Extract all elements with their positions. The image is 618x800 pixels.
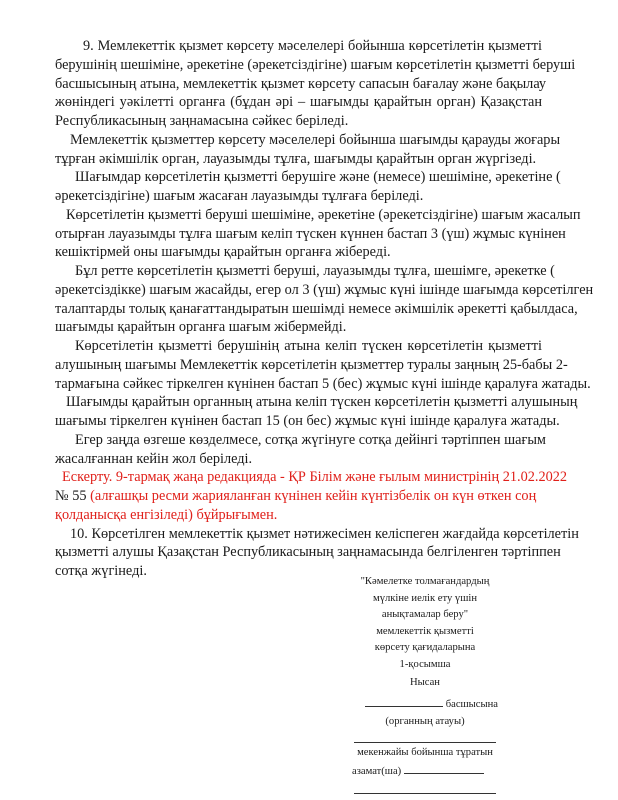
text-line: Егер заңда өзгеше көзделмесе, сотқа жүгінуге сотқа дейінгі тәртіппен шағым bbox=[75, 431, 546, 448]
document-body bbox=[55, 37, 594, 581]
text-line: берушінің шешіміне, әрекетіне (әрекетсіздігіне) шағым көрсетілетін қызметті беруші bbox=[55, 56, 576, 73]
text-line: басшысының атына, мемлекеттік қызмет көрсету сапасын бағалау және бақылау bbox=[55, 75, 547, 92]
head-line bbox=[352, 695, 498, 714]
paragraph bbox=[55, 168, 561, 206]
note-line: (алғашқы ресми жарияланған күнінен кейін күнтізбелік он күн өткен соң bbox=[90, 488, 537, 504]
text-line: жөніндегі уәкілетті органға (бұдан әрі – шағымды қарайтын орган) Қазақстан bbox=[55, 94, 542, 111]
text-line: алушының шағымы Мемлекеттік көрсетілетін қызметтер туралы заңның 25-бабы 2- bbox=[55, 356, 568, 373]
appendix-line: мемлекеттік қызметті bbox=[376, 625, 474, 637]
address-label: мекенжайы бойынша тұратын bbox=[357, 747, 493, 759]
text-line: әрекетсіздікке) шағым жасайды, егер ол 3 (үш) жұмыс күні ішінде шағымда көрсетілген bbox=[55, 281, 594, 298]
paragraph bbox=[55, 262, 594, 337]
text-line: Көрсетілетін қызметті беруші шешіміне, әрекетіне (әрекетсіздігіне) шағым жасалып bbox=[66, 206, 581, 223]
citizen-label: азамат(ша) bbox=[352, 765, 402, 777]
paragraph bbox=[55, 37, 576, 131]
head-suffix: басшысына bbox=[445, 699, 498, 711]
note-line: қолданысқа енгізіледі) бұйрығымен. bbox=[55, 506, 278, 523]
paragraph bbox=[55, 131, 561, 169]
text-line: тұрған әкімшілік орган, лауазымды тұлға, шағымды қарайтын орган жүргізеді. bbox=[55, 150, 537, 167]
text-line: жасалғаннан кейін жол беріледі. bbox=[55, 450, 253, 467]
paragraph bbox=[55, 525, 579, 581]
form-label: Нысан bbox=[410, 676, 440, 688]
text-line: кешіктірмей оны шағымды қарайтын органға жібереді. bbox=[55, 244, 391, 261]
appendix-line: мүлкіне иелік ету үшін bbox=[373, 592, 477, 604]
text-line: Республикасының заңнамасына сәйкес беріледі. bbox=[55, 113, 349, 129]
text-line: Мемлекеттік қызметтер көрсету мәселелері бойынша шағымды қарауды жоғары bbox=[70, 131, 561, 148]
appendix-header bbox=[352, 574, 498, 796]
text-line: Көрсетілетін қызметті берушінің атына келіп түскен көрсетілетін қызметті bbox=[75, 338, 542, 354]
appendix-line: "Кәмелетке толмағандардың bbox=[360, 576, 490, 587]
paragraph bbox=[55, 431, 546, 469]
text-line: Бұл ретте көрсетілетін қызметті беруші, лауазымды тұлға, шешімге, әрекетке ( bbox=[75, 263, 555, 279]
organ-blank[interactable] bbox=[365, 695, 443, 707]
blank-line[interactable] bbox=[354, 781, 496, 794]
paragraph bbox=[55, 393, 578, 431]
appendix-line: 1-қосымша bbox=[399, 658, 451, 670]
order-number: № 55 bbox=[55, 488, 87, 504]
citizen-line bbox=[352, 762, 498, 781]
text-line: әрекетсіздігіне) шағым жасаған лауазымды тұлғаға беріледі. bbox=[55, 188, 424, 204]
text-line: қызметті алушы Қазақстан Республикасының заңнамасында белгіленген тәртіппен bbox=[55, 544, 561, 561]
text-line: 10. Көрсетілген мемлекеттік қызмет нәтижесімен келіспеген жағдайда көрсетілетін bbox=[70, 525, 579, 542]
blank-line[interactable] bbox=[354, 730, 496, 743]
paragraph bbox=[55, 337, 591, 393]
text-line: Шағымды қарайтын органның атына келіп түскен көрсетілетін қызметті алушының bbox=[66, 394, 578, 411]
note-line: Ескерту. 9-тармақ жаңа редакцияда - ҚР Білім және ғылым министрінің 21.02.2022 bbox=[62, 469, 568, 486]
text-line: 9. Мемлекеттік қызмет көрсету мәселелері бойынша көрсетілетін қызметті bbox=[83, 38, 542, 54]
text-line: сотқа жүгінеді. bbox=[55, 563, 147, 579]
text-line: талаптарды толық қанағаттандыратын шешімді немесе әкімшілік әрекетті қабылдаса, bbox=[55, 300, 578, 317]
amendment-note bbox=[55, 468, 568, 524]
organ-caption: (органның атауы) bbox=[385, 715, 465, 727]
appendix-line: анықтамалар беру" bbox=[381, 609, 469, 621]
text-line: шағымды қарайтын органға шағым жібермейді. bbox=[55, 319, 347, 336]
paragraph bbox=[55, 206, 581, 262]
text-line: отырған лауазымды тұлға шағым келіп түскен күннен бастап 3 (үш) жұмыс күнінен bbox=[55, 225, 566, 242]
text-line: тармағына сәйкес тіркелген күнінен бастап 5 (бес) жұмыс күні ішінде қаралуға жатады. bbox=[55, 375, 591, 392]
text-line: шағымы тіркелген күнінен бастап 15 (он бес) жұмыс күні ішінде қаралуға жатады. bbox=[55, 413, 560, 429]
text-line: Шағымдар көрсетілетін қызметті берушіге және (немесе) шешіміне, әрекетіне ( bbox=[75, 169, 561, 186]
citizen-blank[interactable] bbox=[404, 762, 484, 774]
appendix-line: көрсету қағидаларына bbox=[374, 642, 476, 654]
